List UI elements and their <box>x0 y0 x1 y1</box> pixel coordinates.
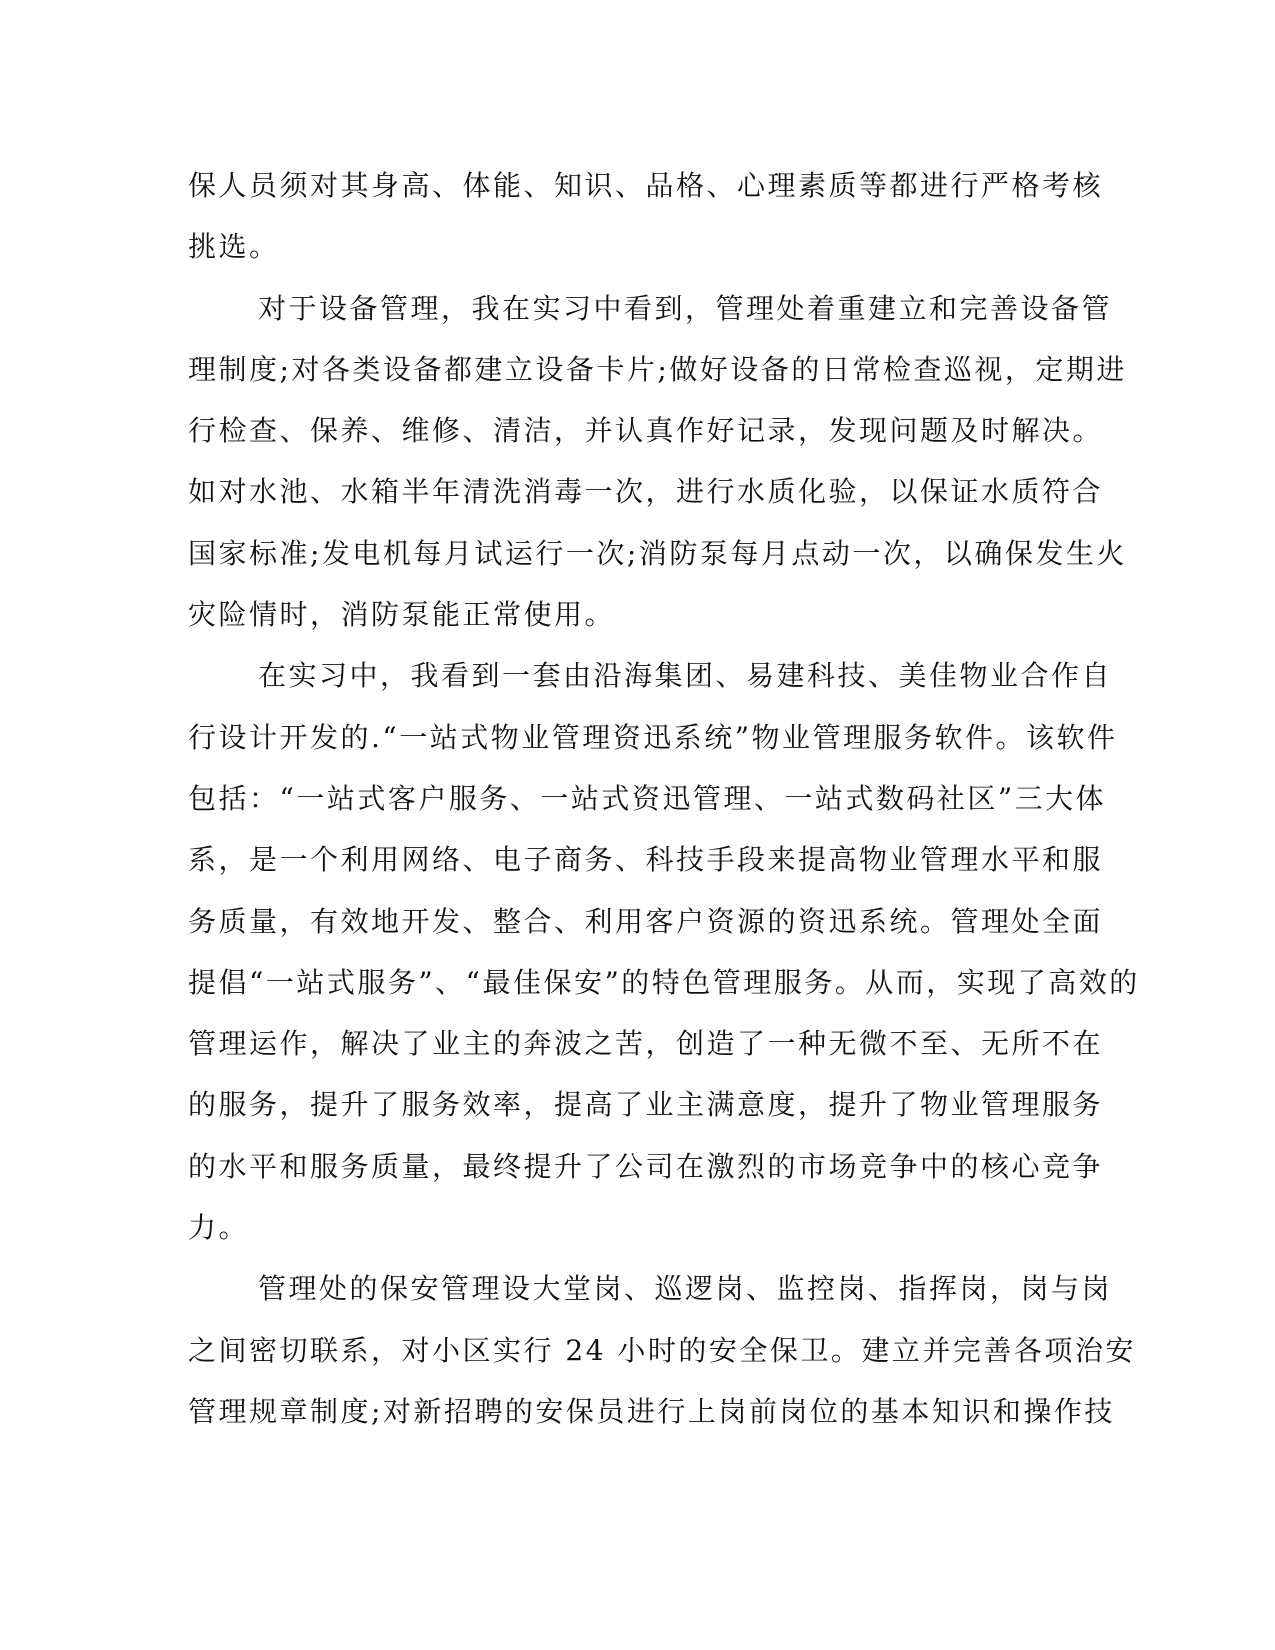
text-line: 理制度;对各类设备都建立设备卡片;做好设备的日常检查巡视，定期进 <box>188 352 1127 386</box>
text-line: 管理规章制度;对新招聘的安保员进行上岗前岗位的基本知识和操作技 <box>188 1394 1115 1428</box>
text-line: 行检查、保养、维修、清洁，并认真作好记录，发现问题及时解决。 <box>188 414 1104 448</box>
text-line: 包括：“一站式客户服务、一站式资迅管理、一站式数码社区”三大体 <box>188 781 1107 815</box>
paragraph <box>188 278 1127 646</box>
text-line: 务质量，有效地开发、整合、利用客户资源的资迅系统。管理处全面 <box>188 904 1104 938</box>
text-line: 国家标准;发电机每月试运行一次;消防泵每月点动一次，以确保发生火 <box>188 536 1127 570</box>
text-line: 对于设备管理，我在实习中看到，管理处着重建立和完善设备管 <box>258 291 1113 325</box>
text-line: 管理处的保安管理设大堂岗、巡逻岗、监控岗、指挥岗，岗与岗 <box>258 1272 1113 1306</box>
text-line: 提倡“一站式服务”、“最佳保安”的特色管理服务。从而，实现了高效的 <box>188 965 1140 999</box>
body-text <box>188 155 1140 1442</box>
text-line: 的服务，提升了服务效率，提高了业主满意度，提升了物业管理服务 <box>188 1088 1104 1122</box>
text-line: 灾险情时，消防泵能正常使用。 <box>188 598 616 632</box>
text-line: 保人员须对其身高、体能、知识、品格、心理素质等都进行严格考核 <box>188 169 1104 202</box>
text-line: 系，是一个利用网络、电子商务、科技手段来提高物业管理水平和服 <box>188 843 1104 877</box>
text-line: 的水平和服务质量，最终提升了公司在激烈的市场竞争中的核心竞争 <box>188 1149 1104 1183</box>
text-line: 如对水池、水箱半年清洗消毒一次，进行水质化验，以保证水质符合 <box>188 475 1104 509</box>
text-line: 之间密切联系，对小区实行 24 小时的安全保卫。建立并完善各项治安 <box>188 1333 1136 1367</box>
paragraph <box>188 155 1104 278</box>
text-line: 在实习中，我看到一套由沿海集团、易建科技、美佳物业合作自 <box>258 659 1113 693</box>
paragraph <box>188 1258 1136 1442</box>
text-line: 挑选。 <box>188 230 280 264</box>
paragraph <box>188 645 1140 1258</box>
text-line: 管理运作，解决了业主的奔波之苦，创造了一种无微不至、无所不在 <box>188 1027 1104 1061</box>
text-line: 行设计开发的.“一站式物业管理资迅系统”物业管理服务软件。该软件 <box>188 720 1118 754</box>
text-line: 力。 <box>188 1211 250 1245</box>
